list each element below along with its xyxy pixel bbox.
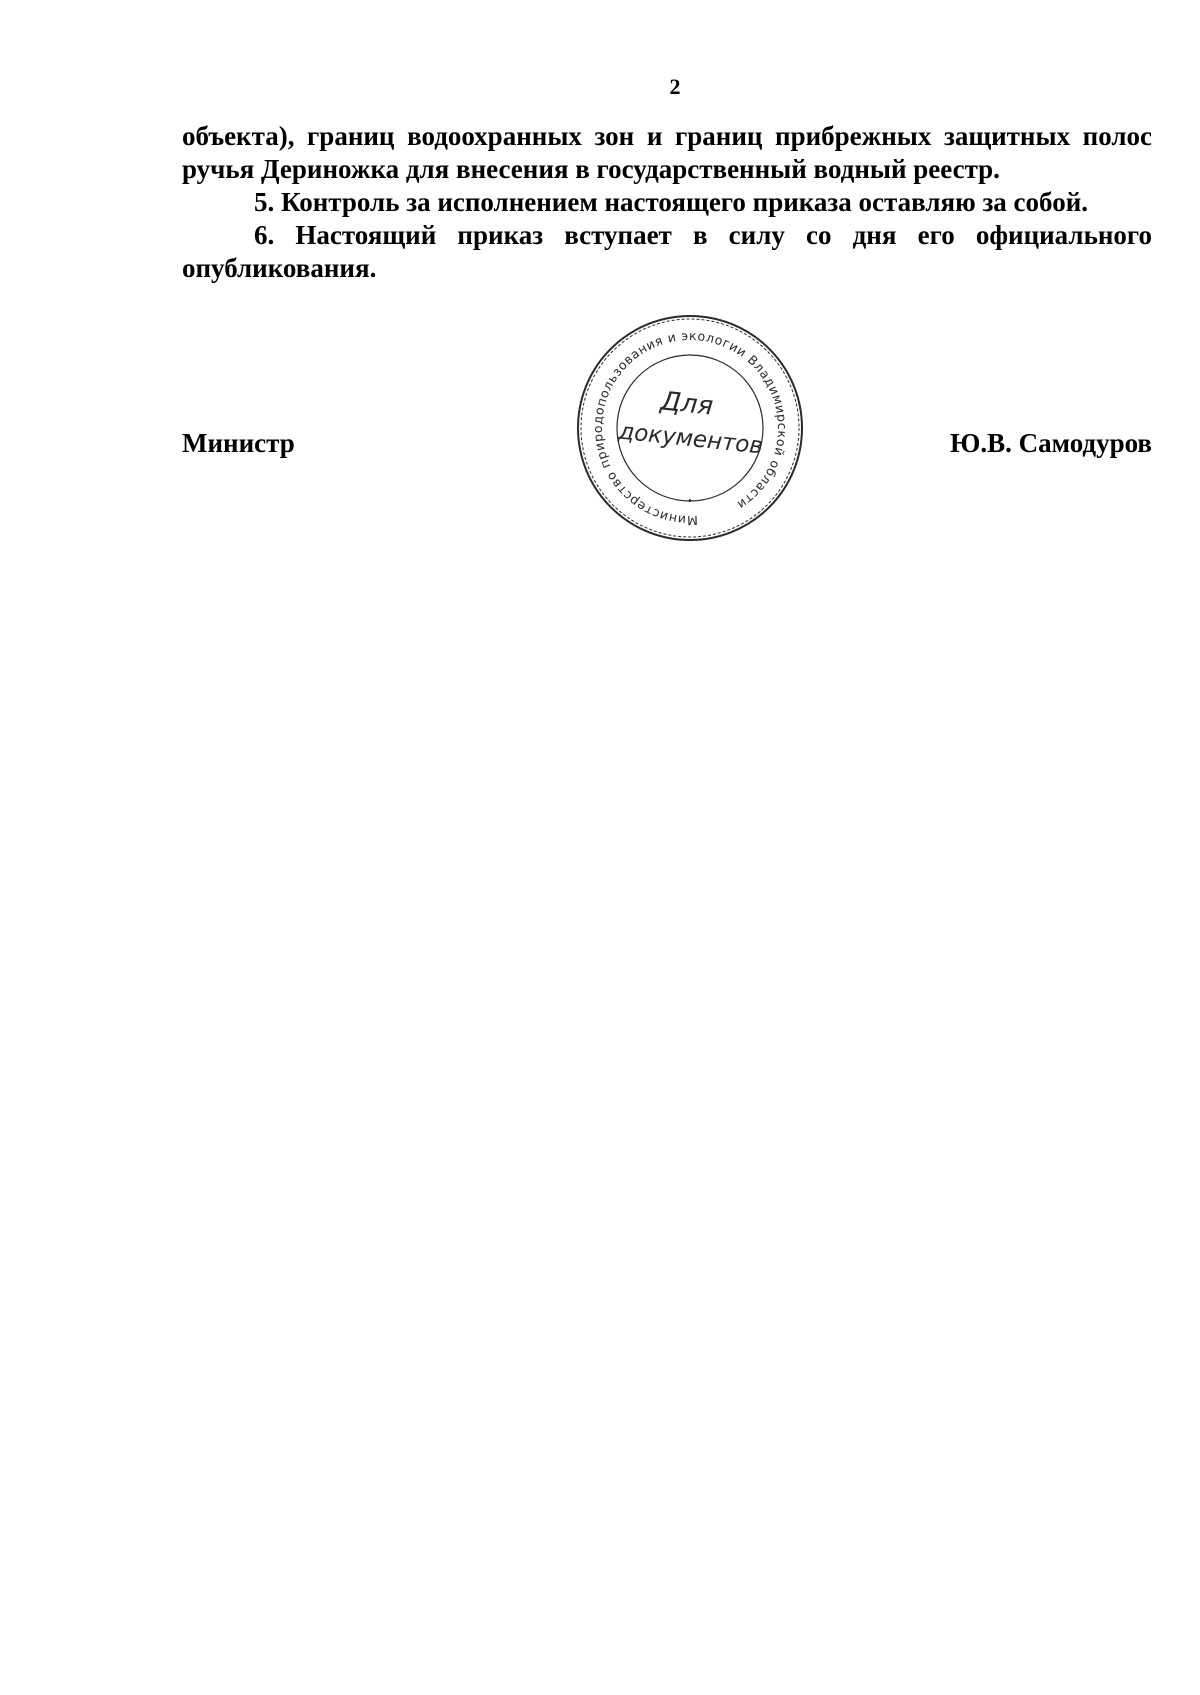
official-seal-stamp <box>570 308 810 548</box>
page-number: 2 <box>669 74 681 99</box>
paragraph-item-5: 5. Контроль за исполнением настоящего приказа оставляю за собой. <box>254 187 1088 217</box>
signer-position: Министр <box>182 428 295 458</box>
seal-center-line-1: Для <box>659 386 715 422</box>
paragraph-continuation: объекта), границ водоохранных зон и границ прибрежных защитных полос ручья Дериножка для внесения в государственный водный реестр. <box>182 121 1152 184</box>
signer-name: Ю.В. Самодуров <box>950 428 1152 458</box>
seal-star-icon: • <box>687 496 693 507</box>
seal-center-line-2: документов <box>617 418 765 460</box>
seal-ring-text: Министерство природопользования и экологии Владимирской области <box>589 327 791 529</box>
document-body <box>182 120 1152 285</box>
paragraph-item-6: 6. Настоящий приказ вступает в силу со дня его официального опубликования. <box>182 220 1152 283</box>
seal-icon <box>570 308 810 548</box>
